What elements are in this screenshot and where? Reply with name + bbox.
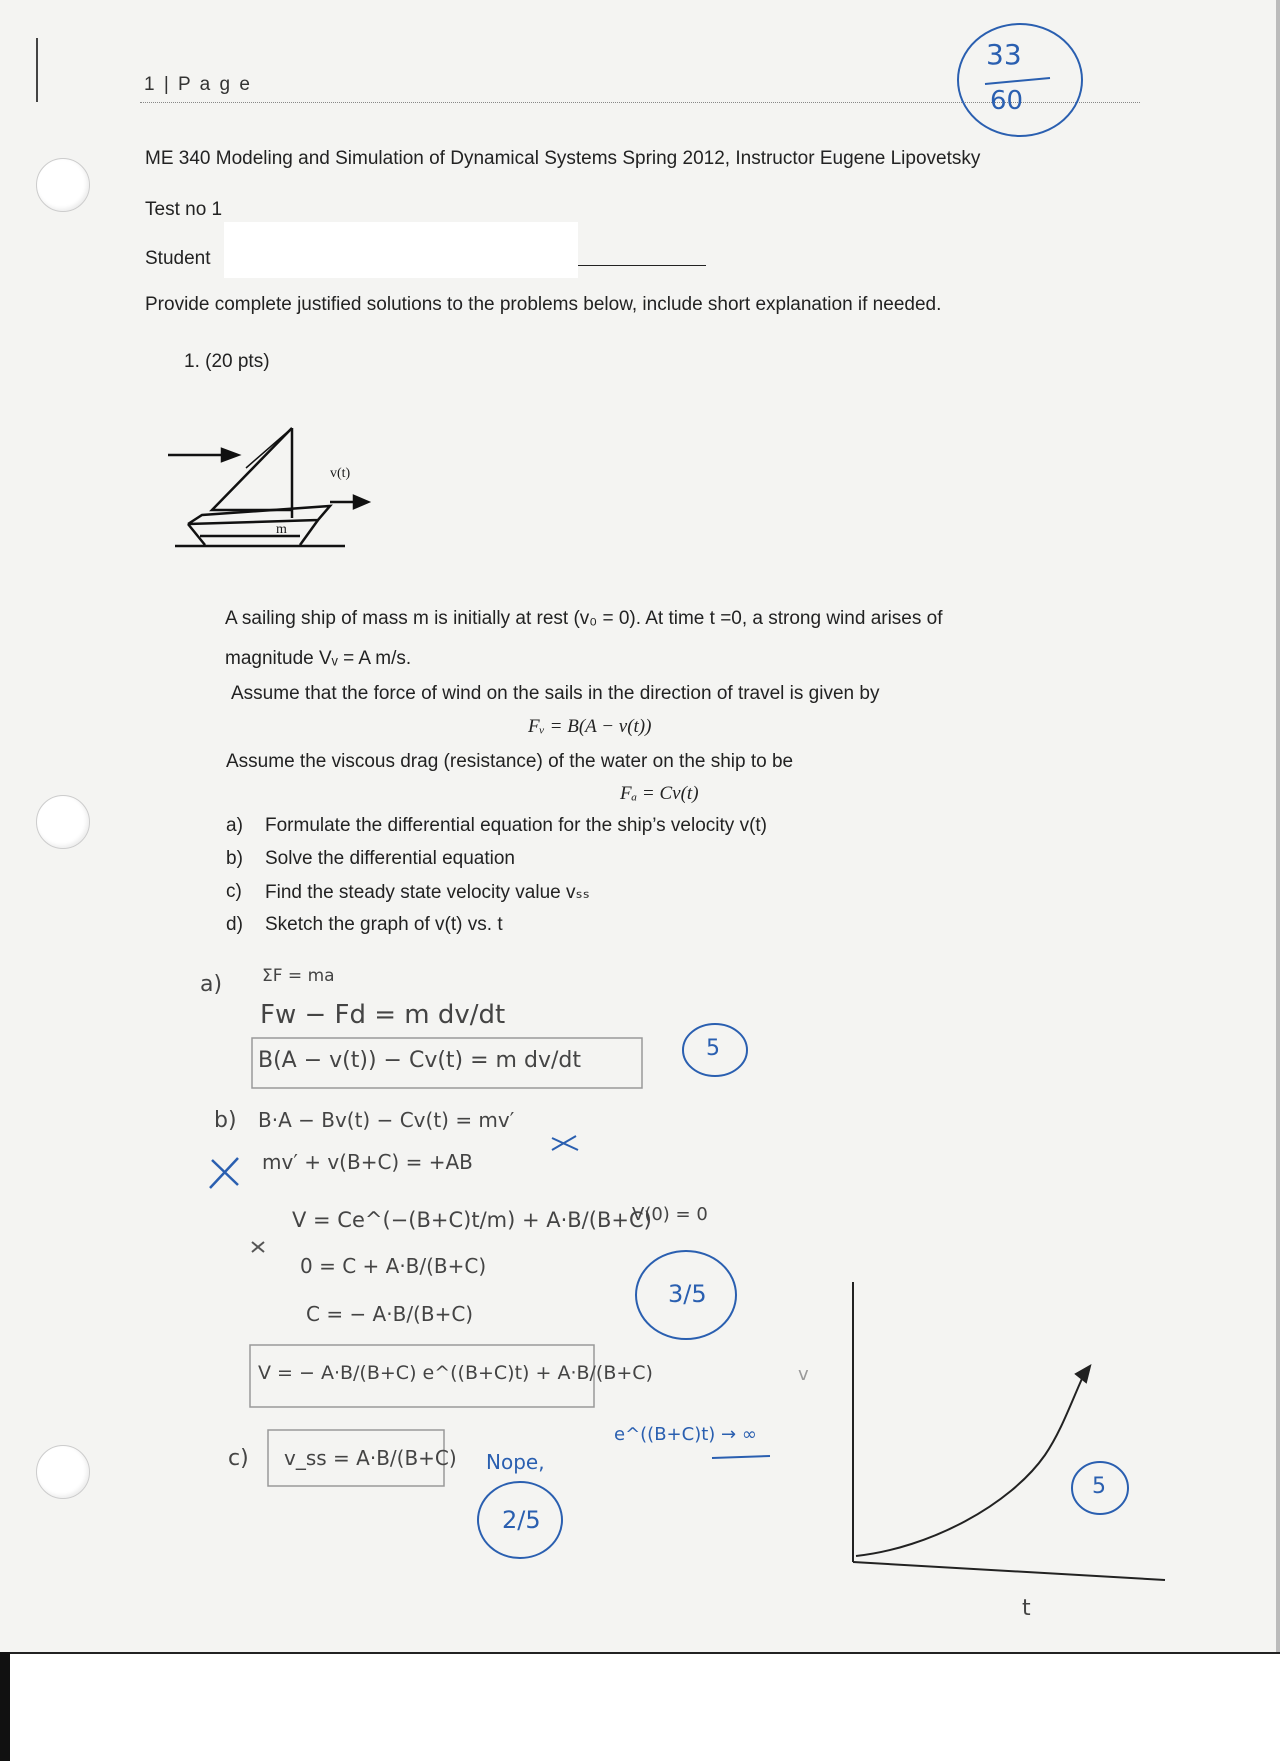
part-a-letter: a) [226,815,243,836]
test-label: Test no 1 [145,199,223,220]
hull [188,506,330,524]
part-d-letter: d) [226,914,243,935]
hand-d-score: 5 [1092,1474,1106,1499]
hand-c-label: c) [228,1446,249,1471]
part-b-letter: b) [226,848,243,869]
part-c-text: Find the steady state velocity value vₛₛ [265,882,590,903]
formula-drag-force: Fₐ = Cv(t) [620,783,699,804]
hand-a-score: 5 [706,1036,720,1061]
student-label: Student [145,248,211,269]
hand-a-label: a) [200,972,223,997]
student-name-redaction [224,222,578,278]
hand-c-score: 2/5 [502,1506,541,1534]
hand-b-line3: V = Ce^(−(B+C)t/m) + A·B/(B+C) [292,1208,652,1232]
sail [212,428,292,510]
score-total-possible: 60 [990,86,1024,116]
hand-b-label: b) [214,1108,237,1133]
hand-c-line1: v_ss = A·B/(B+C) [284,1446,457,1470]
hand-b-line4: 0 = C + A·B/(B+C) [300,1254,487,1278]
score-fraction-bar [985,78,1050,84]
hand-c-exponential: e^((B+C)t) → ∞ [614,1424,757,1445]
hand-b-initial: V(0) = 0 [632,1204,708,1225]
hand-b-line2: mv′ + v(B+C) = +AB [262,1150,473,1174]
score-total-earned: 33 [986,38,1022,71]
figure-velocity-label: v(t) [330,466,351,481]
graph-curve [856,1372,1085,1556]
sailboat-figure [168,428,368,546]
part-b-text: Solve the differential equation [265,848,515,869]
hand-b-score: 3/5 [668,1280,707,1308]
part-c-letter: c) [226,881,242,902]
wind-arrowhead [222,449,238,461]
student-name-line [578,265,706,266]
hand-d-t-label: t [1022,1596,1031,1621]
hand-a-line0: ΣF = ma [262,966,335,986]
part-a-text: Formulate the differential equation for the ship’s velocity v(t) [265,815,767,836]
hand-c-comment: Nope, [486,1450,545,1474]
page-number-label: 1 | P a g e [144,74,252,95]
problem-text-4: Assume the viscous drag (resistance) of the water on the ship to be [226,751,794,772]
hand-b-line5: C = − A·B/(B+C) [306,1302,474,1326]
scan-bottom-margin [0,1652,1280,1763]
problem-text-3: Assume that the force of wind on the sails in the direction of travel is given by [231,683,880,704]
instructions: Provide complete justified solutions to the problems below, include short explanation if needed. [145,294,942,315]
sketch-graph [853,1282,1165,1580]
formula-wind-force: Fᵥ = B(A − v(t)) [528,716,652,737]
hand-d-v-label: v [798,1364,809,1385]
scan-shadow [0,1652,10,1761]
problem-number: 1. (20 pts) [184,351,270,372]
problem-text-1: A sailing ship of mass m is initially at rest (v₀ = 0). At time t =0, a strong wind arises of [225,608,943,629]
graph-t-axis [853,1562,1165,1580]
hand-b-line6: V = − A·B/(B+C) e^((B+C)t) + A·B/(B+C) [258,1362,653,1384]
figure-mass-label: m [276,522,287,537]
problem-text-2: magnitude Vᵥ = A m/s. [225,648,412,669]
part-d-text: Sketch the graph of v(t) vs. t [265,914,503,935]
hand-a-line2: B(A − v(t)) − Cv(t) = m dv/dt [258,1048,581,1073]
course-title: ME 340 Modeling and Simulation of Dynamical Systems Spring 2012, Instructor Eugene Lipovetsky [145,148,981,169]
hand-b-line1: B·A − Bv(t) − Cv(t) = mv′ [258,1108,515,1132]
hand-a-line1: Fw − Fd = m dv/dt [260,1000,506,1030]
